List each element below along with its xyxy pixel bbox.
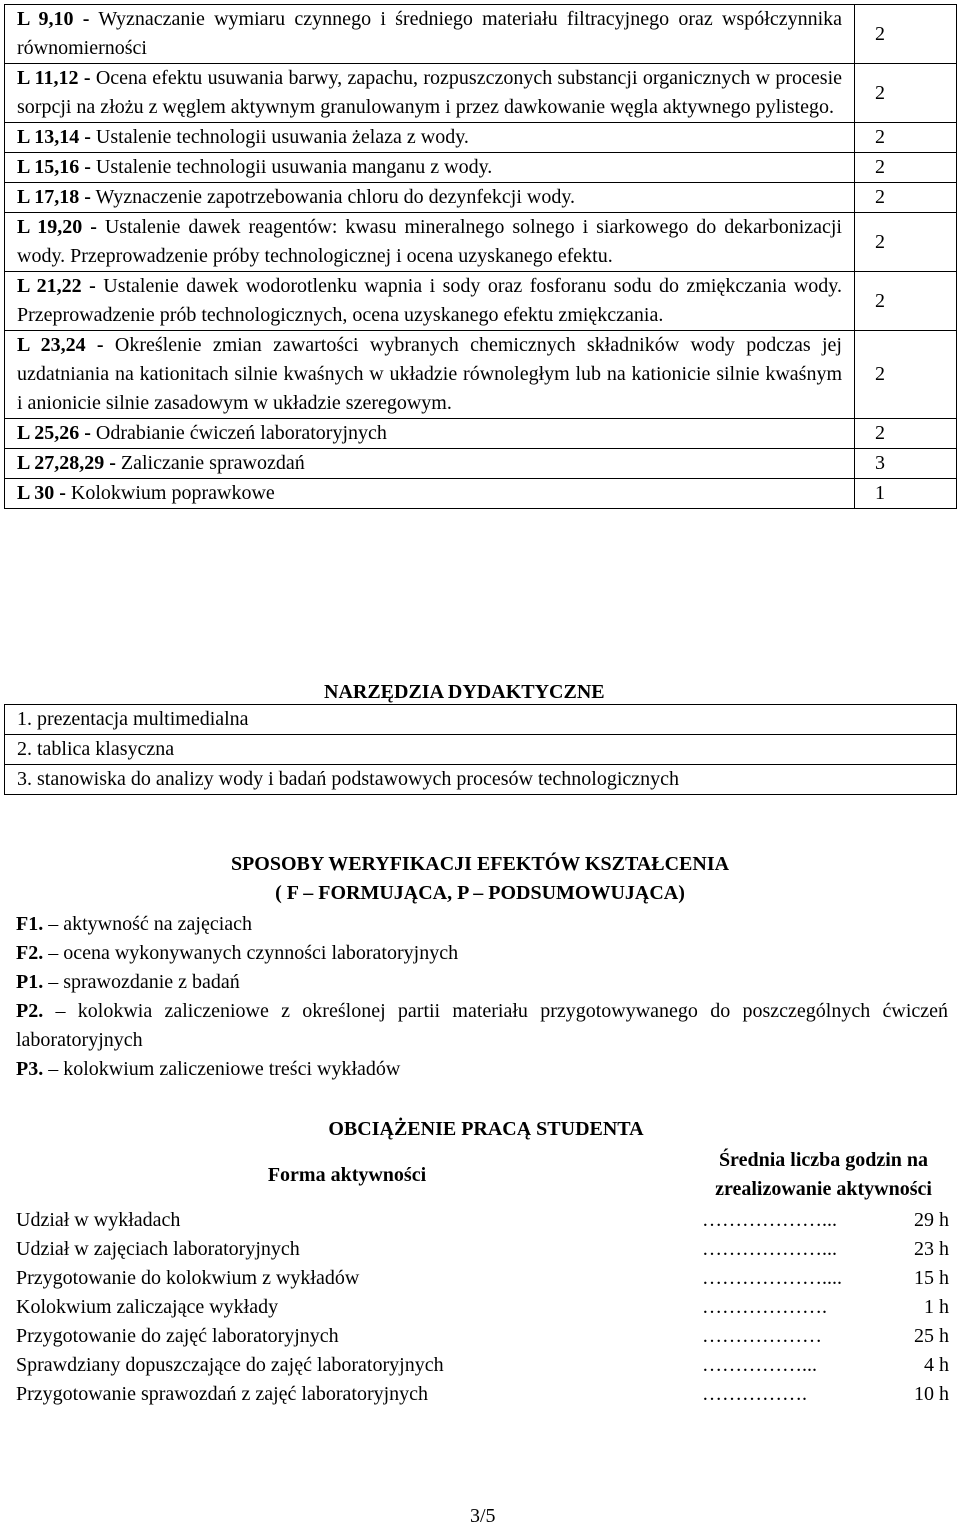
lab-description xyxy=(5,153,855,183)
workload-row xyxy=(4,1206,957,1235)
workload-heading: OBCIĄŻENIE PRACĄ STUDENTA xyxy=(328,1118,644,1140)
lab-hours: 1 xyxy=(855,479,957,509)
lab-text: Wyznaczanie wymiaru czynnego i średniego materiału filtracyjnego oraz współczynnika równomierności xyxy=(17,8,843,59)
tools-heading: NARZĘDZIA DYDAKTYCZNE xyxy=(324,681,605,703)
verification-code: P2. xyxy=(16,1000,44,1022)
workload-hours-cell xyxy=(690,1206,957,1235)
workload-activity: Przygotowanie sprawozdań z zajęć laboratoryjnych xyxy=(16,1383,429,1405)
lab-row xyxy=(5,183,957,213)
verification-subtitle: ( F – FORMUJĄCA, P – PODSUMOWUJĄCA) xyxy=(275,882,685,904)
workload-dots: ………………. xyxy=(702,1296,827,1318)
verification-text: – kolokwia zaliczeniowe z określonej partii materiału przygotowywanego do poszczególnych ćwiczeń laboratoryjnych xyxy=(16,1000,948,1051)
lab-code: L 19,20 - xyxy=(17,216,97,238)
lab-hours: 2 xyxy=(855,213,957,272)
lab-code: L 15,16 - xyxy=(17,156,91,178)
lab-schedule-table xyxy=(4,4,957,509)
workload-col-activity: Forma aktywności xyxy=(267,1163,427,1186)
workload-hours: 23 h xyxy=(914,1238,949,1260)
workload-dots: ……………... xyxy=(702,1354,817,1376)
tools-item: 1. prezentacja multimedialna xyxy=(5,705,957,735)
verification-code: F2. xyxy=(16,942,44,964)
verification-item xyxy=(16,997,948,1055)
workload-dots: ……………….... xyxy=(702,1267,842,1289)
lab-row xyxy=(5,213,957,272)
lab-description xyxy=(5,123,855,153)
workload-hours: 29 h xyxy=(914,1209,949,1231)
workload-hours-cell xyxy=(690,1293,957,1322)
workload-hours: 1 h xyxy=(924,1296,949,1318)
workload-hours: 10 h xyxy=(914,1383,949,1405)
workload-hours-cell xyxy=(690,1322,957,1351)
workload-row xyxy=(4,1264,957,1293)
workload-table xyxy=(4,1144,957,1409)
lab-code: L 23,24 - xyxy=(17,334,104,356)
verification-text: – kolokwium zaliczeniowe treści wykładów xyxy=(48,1058,401,1080)
workload-dots: ………………... xyxy=(702,1238,837,1260)
workload-row xyxy=(4,1351,957,1380)
lab-row xyxy=(5,331,957,419)
lab-code: L 30 - xyxy=(17,482,66,504)
lab-text: Ustalenie dawek reagentów: kwasu mineralnego solnego i siarkowego do dekarbonizacji wody. Przeprowadzenie próby technologicznej i ocena uzyskanego efektu. xyxy=(17,216,842,267)
workload-dots: ……………… xyxy=(702,1325,822,1347)
lab-hours: 2 xyxy=(855,183,957,213)
lab-text: Określenie zmian zawartości wybranych chemicznych składników wody podczas jej uzdatniania na kationitach silnie kwaśnych w układzie równoległym lub na kationicie silnie kwaśnym i anionicie silnie zasadowym w układzie szeregowym. xyxy=(17,334,842,414)
lab-text: Kolokwium poprawkowe xyxy=(70,482,275,504)
lab-row xyxy=(5,449,957,479)
verification-item xyxy=(16,1055,948,1084)
workload-row xyxy=(4,1380,957,1409)
workload-activity: Udział w wykładach xyxy=(16,1209,181,1231)
lab-row xyxy=(5,153,957,183)
lab-code: L 27,28,29 - xyxy=(17,452,116,474)
lab-code: L 25,26 - xyxy=(17,422,91,444)
lab-code: L 11,12 - xyxy=(17,67,91,89)
lab-description xyxy=(5,5,855,64)
lab-code: L 13,14 - xyxy=(17,126,91,148)
lab-row xyxy=(5,272,957,331)
lab-row xyxy=(5,5,957,64)
tools-item-row xyxy=(5,765,957,795)
lab-hours: 2 xyxy=(855,5,957,64)
tools-list xyxy=(4,704,957,795)
lab-text: Ustalenie technologii usuwania żelaza z wody. xyxy=(95,126,469,148)
workload-hours-cell xyxy=(690,1380,957,1409)
lab-description xyxy=(5,272,855,331)
tools-item: 2. tablica klasyczna xyxy=(5,735,957,765)
workload-hours: 25 h xyxy=(914,1325,949,1347)
verification-text: – ocena wykonywanych czynności laboratoryjnych xyxy=(48,942,459,964)
workload-col-hours: Średnia liczba godzin na zrealizowanie aktywności xyxy=(715,1149,932,1200)
workload-row xyxy=(4,1293,957,1322)
lab-text: Odrabianie ćwiczeń laboratoryjnych xyxy=(95,422,387,444)
lab-hours: 2 xyxy=(855,419,957,449)
workload-activity: Przygotowanie do zajęć laboratoryjnych xyxy=(16,1325,339,1347)
page-number: 3/5 xyxy=(470,1505,496,1527)
workload-hours-cell xyxy=(690,1235,957,1264)
lab-hours: 3 xyxy=(855,449,957,479)
lab-description xyxy=(5,331,855,419)
verification-code: P1. xyxy=(16,971,44,993)
workload-hours-cell xyxy=(690,1351,957,1380)
verification-text: – sprawozdanie z badań xyxy=(48,971,240,993)
lab-text: Wyznaczenie zapotrzebowania chloru do dezynfekcji wody. xyxy=(95,186,576,208)
verification-item xyxy=(16,968,948,997)
lab-text: Zaliczanie sprawozdań xyxy=(120,452,305,474)
workload-row xyxy=(4,1322,957,1351)
lab-description xyxy=(5,64,855,123)
lab-description xyxy=(5,449,855,479)
workload-activity: Sprawdziany dopuszczające do zajęć laboratoryjnych xyxy=(16,1354,444,1376)
workload-row xyxy=(4,1235,957,1264)
lab-text: Ustalenie dawek wodorotlenku wapnia i sody oraz fosforanu sodu do zmiękczania wody. Przeprowadzenie prób technologicznych, ocena uzyskanego efektu zmiękczania. xyxy=(17,275,842,326)
lab-text: Ocena efektu usuwania barwy, zapachu, rozpuszczonych substancji organicznych w procesie sorpcji na złożu z węglem aktywnym granulowanym i przez dawkowanie węgla aktywnego pylistego. xyxy=(17,67,843,118)
lab-hours: 2 xyxy=(855,272,957,331)
lab-description xyxy=(5,213,855,272)
tools-item-row xyxy=(5,705,957,735)
lab-row xyxy=(5,123,957,153)
tools-item-row xyxy=(5,735,957,765)
workload-dots: ……………. xyxy=(702,1383,807,1405)
workload-activity: Przygotowanie do kolokwium z wykładów xyxy=(16,1267,360,1289)
lab-description xyxy=(5,183,855,213)
verification-text: – aktywność na zajęciach xyxy=(48,913,253,935)
verification-item xyxy=(16,939,948,968)
lab-row xyxy=(5,419,957,449)
workload-dots: ………………... xyxy=(702,1209,837,1231)
lab-text: Ustalenie technologii usuwania manganu z wody. xyxy=(95,156,493,178)
workload-hours: 15 h xyxy=(914,1267,949,1289)
lab-code: L 21,22 - xyxy=(17,275,96,297)
lab-code: L 9,10 - xyxy=(17,8,90,30)
lab-hours: 2 xyxy=(855,64,957,123)
lab-code: L 17,18 - xyxy=(17,186,91,208)
verification-heading: SPOSOBY WERYFIKACJI EFEKTÓW KSZTAŁCENIA xyxy=(230,853,730,875)
lab-description xyxy=(5,479,855,509)
workload-activity: Kolokwium zaliczające wykłady xyxy=(16,1296,279,1318)
lab-hours: 2 xyxy=(855,153,957,183)
verification-list xyxy=(16,910,948,1084)
lab-description xyxy=(5,419,855,449)
workload-activity: Udział w zajęciach laboratoryjnych xyxy=(16,1238,300,1260)
workload-hours-cell xyxy=(690,1264,957,1293)
verification-item xyxy=(16,910,948,939)
verification-code: P3. xyxy=(16,1058,44,1080)
lab-hours: 2 xyxy=(855,123,957,153)
verification-code: F1. xyxy=(16,913,44,935)
tools-item: 3. stanowiska do analizy wody i badań podstawowych procesów technologicznych xyxy=(5,765,957,795)
lab-row xyxy=(5,479,957,509)
lab-hours: 2 xyxy=(855,331,957,419)
lab-row xyxy=(5,64,957,123)
workload-hours: 4 h xyxy=(924,1354,949,1376)
